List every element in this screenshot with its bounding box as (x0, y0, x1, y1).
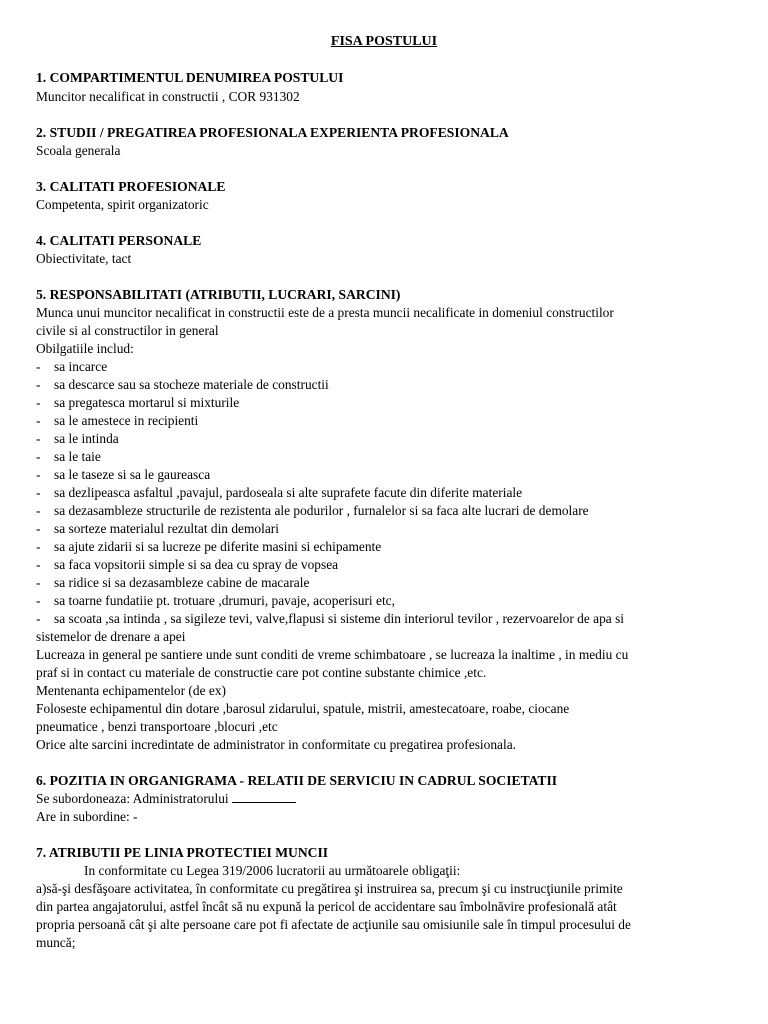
section-5-intro-line-2: civile si al constructilor in general (36, 323, 219, 338)
section-1-heading: 1. COMPARTIMENTUL DENUMIREA POSTULUI (36, 70, 344, 85)
bullet-dash: - (36, 467, 41, 482)
bullet-dash: - (36, 503, 41, 518)
list-item (36, 358, 736, 375)
bullet-dash: - (36, 377, 41, 392)
section-3-text: Competenta, spirit organizatoric (36, 197, 209, 212)
section-7-intro: In conformitate cu Legea 319/2006 lucratorii au următoarele obligaţii: (84, 863, 461, 878)
list-item-text: sa dezlipeasca asfaltul ,pavajul, pardoseala si alte suprafete facute din diferite materiale (54, 485, 523, 500)
list-item (36, 592, 736, 609)
equipment-line-2: pneumatice , benzi transportoare ,blocuri ,etc (36, 719, 278, 734)
maintenance-label: Mentenanta echipamentelor (de ex) (36, 683, 226, 698)
subordinates-line: Are in subordine: - (36, 809, 138, 824)
list-item-text: sa le amestece in recipienti (54, 413, 199, 428)
section-7-heading: 7. ATRIBUTII PE LINIA PROTECTIEI MUNCII (36, 845, 329, 860)
list-item-text: sa dezasambleze structurile de rezistenta ale podurilor , furnalelor si sa faca alte lucrari de demolare (54, 503, 589, 518)
subordination-text: Se subordoneaza: Administratorului (36, 791, 229, 806)
bullet-dash: - (36, 611, 41, 626)
list-item-text: sa toarne fundatiie pt. trotuare ,drumuri, pavaje, acoperisuri etc, (54, 593, 395, 608)
list-item-text: sa descarce sau sa stocheze materiale de constructii (54, 377, 329, 392)
list-item-text: sa pregatesca mortarul si mixturile (54, 395, 240, 410)
obligation-a-line-3: propria persoană cât şi alte persoane care pot fi afectate de acţiunile sau omisiunile sale în timpul procesului de (36, 917, 631, 932)
list-item-text: sa ajute zidarii si sa lucreze pe diferite masini si echipamente (54, 539, 382, 554)
equipment-line-1: Foloseste echipamentul din dotare ,barosul zidarului, spatule, mistrii, amestecatoare, roabe, ciocane (36, 701, 570, 716)
obligation-a-line-2: din partea angajatorului, astfel încât să nu expună la pericol de accidentare sau îmbolnăvire profesională atât (36, 899, 617, 914)
bullet-dash: - (36, 431, 41, 446)
section-6-heading: 6. POZITIA IN ORGANIGRAMA - RELATII DE SERVICIU IN CADRUL SOCIETATII (36, 773, 558, 788)
list-item (36, 502, 736, 519)
section-1-text: Muncitor necalificat in constructii , COR 931302 (36, 89, 300, 104)
list-item (36, 376, 736, 393)
list-item (36, 466, 736, 483)
section-3-heading: 3. CALITATI PROFESIONALE (36, 179, 226, 194)
list-item (36, 412, 736, 429)
list-item-text: sa sorteze materialul rezultat din demolari (54, 521, 279, 536)
section-4-heading: 4. CALITATI PERSONALE (36, 233, 202, 248)
bullet-dash: - (36, 413, 41, 428)
bullet-dash: - (36, 521, 41, 536)
bullet-dash: - (36, 449, 41, 464)
work-conditions-line-1: Lucreaza in general pe santiere unde sunt conditi de vreme schimbatoare , se lucreaza la inaltime , in mediu cu (36, 647, 629, 662)
list-item (36, 430, 736, 447)
section-5-heading: 5. RESPONSABILITATI (ATRIBUTII, LUCRARI, SARCINI) (36, 287, 401, 302)
list-item-continuation: sistemelor de drenare a apei (36, 629, 186, 644)
obligation-a-line-1: a)să-şi desfăşoare activitatea, în conformitate cu pregătirea şi instruirea sa, precum şi cu instrucţiunile primite (36, 881, 623, 896)
bullet-dash: - (36, 539, 41, 554)
bullet-dash: - (36, 575, 41, 590)
list-item (36, 448, 736, 465)
list-item-text: sa scoata ,sa intinda , sa sigileze tevi, valve,flapusi si sisteme din interiorul tevilor , rezervoarelor de apa si (54, 611, 625, 626)
work-conditions-line-2: praf si in contact cu materiale de constructie care pot contine substante chimice ,etc. (36, 665, 487, 680)
bullet-dash: - (36, 359, 41, 374)
section-2-text: Scoala generala (36, 143, 121, 158)
list-item (36, 484, 736, 501)
obligation-a-line-4: muncă; (36, 935, 76, 950)
bullet-dash: - (36, 557, 41, 572)
list-item-text: sa le taseze si sa le gaureasca (54, 467, 211, 482)
list-item-text: sa le taie (54, 449, 101, 464)
list-item (36, 538, 736, 555)
list-item (36, 556, 736, 573)
section-2-heading: 2. STUDII / PREGATIREA PROFESIONALA EXPERIENTA PROFESIONALA (36, 125, 509, 140)
section-4-text: Obiectivitate, tact (36, 251, 132, 266)
list-item-text: sa incarce (54, 359, 108, 374)
list-item-text: sa le intinda (54, 431, 119, 446)
list-item (36, 394, 736, 411)
section-5-intro-line-1: Munca unui muncitor necalificat in constructii este de a presta muncii necalificate in domeniul constructilor (36, 305, 614, 320)
document-title: FISA POSTULUI (330, 34, 438, 49)
list-item-text: sa ridice si sa dezasambleze cabine de macarale (54, 575, 310, 590)
bullet-dash: - (36, 395, 41, 410)
list-item (36, 610, 736, 627)
subordination-line (36, 790, 736, 807)
signature-blank-line (232, 790, 296, 803)
list-item-text: sa faca vopsitorii simple si sa dea cu spray de vopsea (54, 557, 339, 572)
list-item (36, 520, 736, 537)
bullet-dash: - (36, 593, 41, 608)
list-item (36, 574, 736, 591)
other-tasks: Orice alte sarcini incredintate de administrator in conformitate cu pregatirea profesionala. (36, 737, 516, 752)
obligations-label: Obilgatiile includ: (36, 341, 134, 356)
bullet-dash: - (36, 485, 41, 500)
